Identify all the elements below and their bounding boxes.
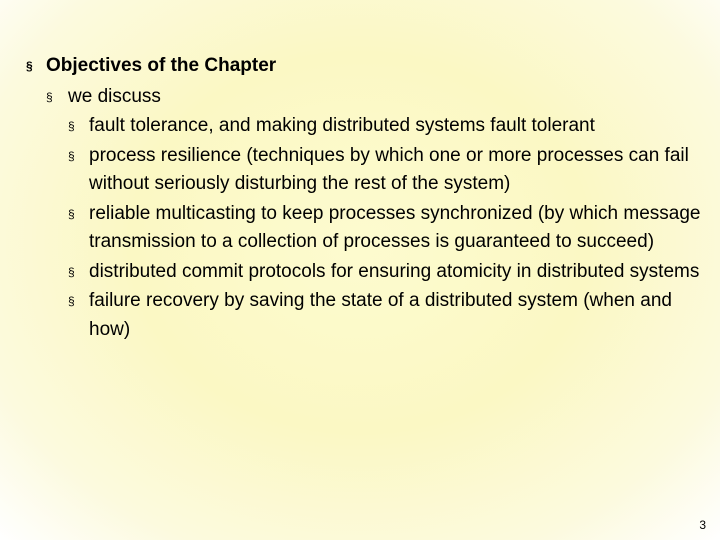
bullet-icon: § — [68, 206, 75, 221]
list-item — [26, 112, 706, 141]
list-item-text: process resilience (techniques by which one or more processes can fail without seriously disturbing the rest of the system) — [89, 144, 689, 194]
page-number: 3 — [699, 518, 706, 532]
bullet-icon: § — [68, 294, 75, 308]
bullet-outline — [26, 52, 706, 344]
list-item — [26, 200, 706, 257]
bullet-icon: § — [46, 89, 53, 104]
heading-item — [26, 52, 706, 81]
list-item-text: distributed commit protocols for ensuring atomicity in distributed systems — [89, 260, 700, 282]
list-item-text: fault tolerance, and making distributed systems fault tolerant — [89, 115, 595, 136]
slide-subheading: we discuss — [68, 85, 161, 107]
subheading-item — [26, 83, 706, 112]
slide-heading: Objectives of the Chapter — [46, 55, 277, 76]
list-item — [26, 142, 706, 199]
list-item — [26, 287, 706, 344]
list-item-text: failure recovery by saving the state of a distributed system (when and how) — [89, 290, 672, 340]
bullet-icon: § — [68, 264, 75, 279]
list-item-text: reliable multicasting to keep processes synchronized (by which message transmission to a collection of processes is guaranteed to succeed) — [89, 202, 701, 252]
bullet-icon: § — [26, 59, 33, 73]
list-item — [26, 258, 706, 287]
bullet-icon: § — [68, 148, 75, 163]
bullet-icon: § — [68, 119, 75, 133]
